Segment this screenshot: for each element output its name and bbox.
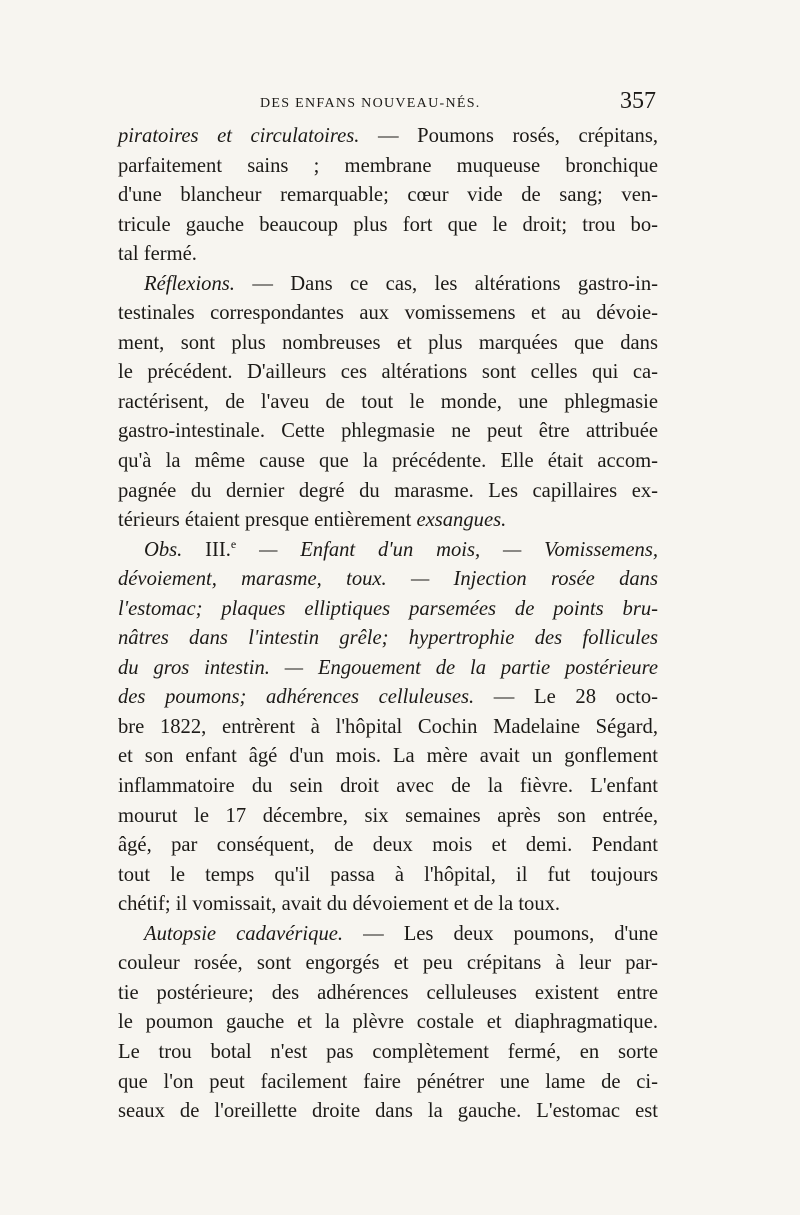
italic-text: Autopsie cadavérique. bbox=[144, 922, 344, 945]
text-segment: gastro-intestinale. Cette phlegmasie ne peut être attribuée bbox=[118, 420, 658, 443]
italic-text: l'estomac; plaques elliptiques parsemées de points bru- bbox=[118, 597, 658, 620]
running-title: DES ENFANS NOUVEAU-NÉS. bbox=[260, 96, 481, 111]
text-segment: chétif; il vomissait, avait du dévoiement et de la toux. bbox=[118, 893, 561, 916]
text-line bbox=[118, 802, 658, 832]
text-segment: pagnée du dernier degré du marasme. Les capillaires ex- bbox=[118, 479, 658, 502]
text-line bbox=[118, 506, 658, 536]
text-segment: — Le 28 octo- bbox=[474, 686, 658, 709]
text-segment: bre 1822, entrèrent à l'hôpital Cochin Madelaine Ségard, bbox=[118, 715, 658, 738]
text-line bbox=[118, 772, 658, 802]
running-head bbox=[118, 88, 658, 122]
text-segment: térieurs étaient presque entièrement bbox=[118, 509, 417, 532]
text-line bbox=[118, 211, 658, 241]
text-line bbox=[118, 624, 658, 654]
text-line bbox=[118, 240, 658, 270]
text-line bbox=[118, 417, 658, 447]
text-segment: qu'à la même cause que la précédente. Elle était accom- bbox=[118, 450, 658, 473]
text-line bbox=[118, 654, 658, 684]
text-segment: le poumon gauche et la plèvre costale et diaphragmatique. bbox=[118, 1011, 658, 1034]
text-line bbox=[118, 477, 658, 507]
text-segment: tie postérieure; des adhérences celluleuses existent entre bbox=[118, 981, 658, 1004]
text-line bbox=[118, 122, 658, 152]
text-line bbox=[118, 1038, 658, 1068]
text-segment: III. bbox=[182, 538, 231, 561]
italic-text: piratoires et circulatoires. bbox=[118, 125, 360, 147]
text-line bbox=[118, 1097, 658, 1127]
italic-text: dévoiement, marasme, toux. — Injection rosée dans bbox=[118, 568, 658, 591]
text-segment: tal fermé. bbox=[118, 243, 197, 266]
text-line bbox=[118, 270, 658, 300]
text-line bbox=[118, 683, 658, 713]
text-segment: tricule gauche beaucoup plus fort que le droit; trou bo- bbox=[118, 213, 658, 236]
text-segment: seaux de l'oreillette droite dans la gauche. L'estomac est bbox=[118, 1100, 658, 1123]
text-line bbox=[118, 1068, 658, 1098]
text-line bbox=[118, 742, 658, 772]
text-line bbox=[118, 358, 658, 388]
text-segment: mourut le 17 décembre, six semaines après son entrée, bbox=[118, 804, 658, 827]
text-segment: ractérisent, de l'aveu de tout le monde, une phlegmasie bbox=[118, 390, 658, 413]
text-segment: et son enfant âgé d'un mois. La mère avait un gonflement bbox=[118, 745, 658, 768]
italic-text: des poumons; adhérences celluleuses. bbox=[118, 686, 475, 709]
text-line bbox=[118, 949, 658, 979]
text-line bbox=[118, 595, 658, 625]
text-segment: parfaitement sains ; membrane muqueuse bronchique bbox=[118, 154, 658, 177]
text-segment: — Les deux poumons, d'une bbox=[343, 922, 658, 945]
text-line bbox=[118, 713, 658, 743]
superscript: e bbox=[230, 536, 237, 551]
text-segment: le précédent. D'ailleurs ces altérations sont celles qui ca- bbox=[118, 361, 658, 384]
text-segment: que l'on peut facilement faire pénétrer une lame de ci- bbox=[118, 1070, 658, 1093]
book-page bbox=[118, 88, 658, 1127]
text-segment: — Poumons rosés, crépitans, bbox=[359, 125, 658, 147]
text-body bbox=[118, 122, 658, 1127]
italic-text: Obs. bbox=[144, 538, 183, 561]
text-segment: d'une blancheur remarquable; cœur vide de sang; ven- bbox=[118, 184, 658, 207]
page-number: 357 bbox=[620, 88, 656, 114]
text-line bbox=[118, 890, 658, 920]
text-line bbox=[118, 329, 658, 359]
text-segment: couleur rosée, sont engorgés et peu crépitans à leur par- bbox=[118, 952, 658, 975]
italic-text: exsangues. bbox=[416, 509, 507, 532]
italic-text: nâtres dans l'intestin grêle; hypertrophie des follicules bbox=[118, 627, 658, 650]
italic-text: Réflexions. bbox=[144, 272, 235, 295]
text-segment: ment, sont plus nombreuses et plus marquées que dans bbox=[118, 331, 658, 354]
italic-text: du gros intestin. — Engouement de la partie postérieure bbox=[118, 656, 658, 679]
text-line bbox=[118, 299, 658, 329]
text-segment: Le trou botal n'est pas complètement fermé, en sorte bbox=[118, 1040, 658, 1063]
text-line bbox=[118, 861, 658, 891]
italic-text: — Enfant d'un mois, — Vomissemens, bbox=[236, 538, 658, 561]
text-line bbox=[118, 831, 658, 861]
text-segment: — Dans ce cas, les altérations gastro-in- bbox=[234, 272, 658, 295]
text-segment: inflammatoire du sein droit avec de la fièvre. L'enfant bbox=[118, 775, 658, 798]
text-segment: âgé, par conséquent, de deux mois et demi. Pendant bbox=[118, 834, 658, 857]
text-line bbox=[118, 447, 658, 477]
text-line bbox=[118, 388, 658, 418]
text-line bbox=[118, 979, 658, 1009]
text-line bbox=[118, 152, 658, 182]
text-line bbox=[118, 565, 658, 595]
text-line bbox=[118, 181, 658, 211]
text-segment: testinales correspondantes aux vomissemens et au dévoie- bbox=[118, 302, 658, 325]
text-line bbox=[118, 536, 658, 566]
text-line bbox=[118, 920, 658, 950]
text-segment: tout le temps qu'il passa à l'hôpital, il fut toujours bbox=[118, 863, 658, 886]
text-line bbox=[118, 1008, 658, 1038]
